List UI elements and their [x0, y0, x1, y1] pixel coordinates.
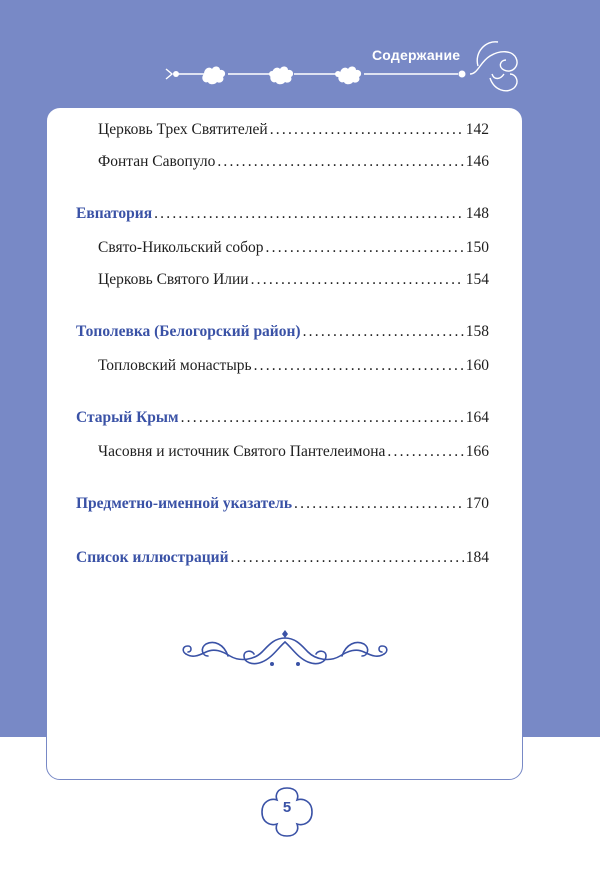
toc-subsection-entry [98, 443, 489, 461]
page-number: 5 [282, 799, 292, 816]
toc-dot-leader [266, 239, 464, 257]
toc-entry-title: Топловский монастырь [98, 357, 252, 374]
toc-subsection-entry [98, 121, 489, 139]
toc-entry-page: 184 [465, 549, 489, 566]
toc-section-entry [76, 549, 489, 567]
toc-entry-page: 170 [465, 495, 489, 512]
toc-subsection-entry [98, 357, 489, 375]
toc-subsection-entry [98, 153, 489, 171]
toc-entry-page: 148 [465, 205, 489, 222]
toc-dot-leader [270, 121, 464, 139]
toc-entry-title: Старый Крым [76, 409, 179, 426]
flourish-ornament-icon [178, 628, 392, 672]
toc-entry-page: 146 [465, 153, 489, 170]
toc-dot-leader [181, 409, 464, 427]
toc-entry-page: 142 [465, 121, 489, 138]
toc-entry-title: Предметно-именной указатель [76, 495, 293, 512]
toc-dot-leader [217, 153, 463, 171]
toc-entry-page: 160 [465, 357, 489, 374]
toc-entry-title: Тополевка (Белогорский район) [76, 323, 301, 340]
toc-subsection-entry [98, 271, 489, 289]
toc-entry-title: Евпатория [76, 205, 153, 222]
toc-dot-leader [387, 443, 463, 461]
section-title: Содержание [372, 47, 461, 63]
toc-entry-title: Список иллюстраций [76, 549, 229, 566]
toc-section-entry [76, 205, 489, 223]
toc-entry-title: Часовня и источник Святого Пантелеимона [98, 443, 386, 460]
toc-dot-leader [254, 357, 464, 375]
toc-entry-page: 158 [465, 323, 489, 340]
toc-entry-page: 166 [465, 443, 489, 460]
toc-entry-page: 154 [465, 271, 489, 288]
toc-dot-leader [231, 549, 464, 567]
toc-entry-title: Свято-Никольский собор [98, 239, 264, 256]
toc-subsection-entry [98, 239, 489, 257]
toc-dot-leader [251, 271, 464, 289]
toc-entry-page: 164 [465, 409, 489, 426]
toc-dot-leader [294, 495, 464, 513]
toc-entry-title: Фонтан Савопуло [98, 153, 216, 170]
toc-dot-leader [154, 205, 464, 223]
toc-dot-leader [303, 323, 464, 341]
toc-entry-title: Церковь Святого Илии [98, 271, 249, 288]
toc-section-entry [76, 409, 489, 427]
toc-entry-page: 150 [465, 239, 489, 256]
toc-section-entry [76, 323, 489, 341]
toc-entry-title: Церковь Трех Святителей [98, 121, 268, 138]
header-ornament-icon [0, 0, 600, 107]
toc-section-entry [76, 495, 489, 513]
